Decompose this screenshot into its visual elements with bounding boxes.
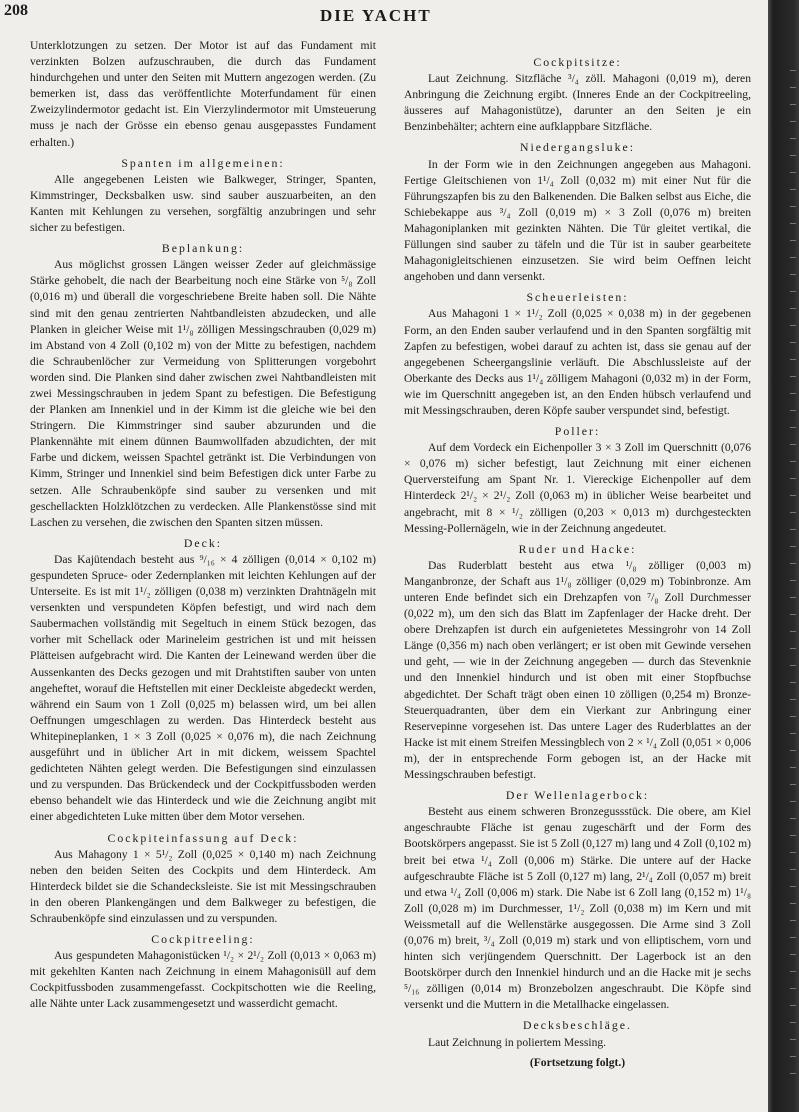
binding-text-remnant xyxy=(790,818,796,819)
section xyxy=(404,139,751,285)
section xyxy=(404,289,751,419)
paragraph: Das Ruderblatt besteht aus etwa ¹/₈ zölliger (0,003 m) Manganbronze, der Schaft aus 1¹/₈ zölliger (0,029 m) Tobinbronze. Am unteren Ende befindet sich ein Drehzapfen von ⁷/₈ Zoll Durchmesser (0,022 m), um den sich das Blatt im Zapfenlager der Hacke dreht. Der obere Drehzapfen ist durch ein aufgenietetes Messingrohr von 14 Zoll Länge (0,356 m) nach oben verlängert; er ist oben mit Gewinde versehen und geht, — wie in der Zeichnung angegeben — durch das Stevenknie und den Innenkiel hindurch und ist oben mit einer Stopfbuchse abgedichtet. Der Schaft trägt oben einen 10 zölligen (0,254 m) Bronze-Steuerquadranten, über dem ein Vierkant zur Anbringung einer Reservepinne vorgesehen ist. Das untere Lager des Ruderblattes an der Hacke ist mit einem Streifen Messingblech von 2 × ¹/₄ Zoll (0,051 × 0,006 m), der in entsprechende Form gebogen ist, an der Hacke mit Messingschrauben befestigt. xyxy=(404,558,751,782)
binding-text-remnant xyxy=(790,971,796,972)
binding-text-remnant xyxy=(790,1005,796,1006)
binding-text-remnant xyxy=(790,937,796,938)
binding-text-remnant xyxy=(790,155,796,156)
binding-text-remnant xyxy=(790,665,796,666)
binding-text-remnant xyxy=(790,733,796,734)
binding-text-remnant xyxy=(790,121,796,122)
section xyxy=(404,423,751,537)
binding-text-remnant xyxy=(790,869,796,870)
section-heading: Cockpiteinfassung auf Deck: xyxy=(107,830,299,845)
running-title: DIE YACHT xyxy=(320,6,432,25)
section-heading: Spanten im allgemeinen: xyxy=(121,155,285,170)
binding-text-remnant xyxy=(790,291,796,292)
binding-text-remnant xyxy=(790,104,796,105)
binding-text-remnant xyxy=(790,852,796,853)
section-heading: Der Wellenlagerbock: xyxy=(505,788,650,803)
binding-text-remnant xyxy=(790,376,796,377)
section-heading: Ruder und Hacke: xyxy=(518,541,637,556)
section xyxy=(30,830,376,928)
binding-text-remnant xyxy=(790,954,796,955)
section xyxy=(404,787,751,1013)
section-heading: Decksbeschläge. xyxy=(523,1018,632,1033)
binding-text-remnant xyxy=(790,70,796,71)
binding-text-remnant xyxy=(790,461,796,462)
binding-text-remnant xyxy=(790,1056,796,1057)
binding-text-remnant xyxy=(790,529,796,530)
binding-text-remnant xyxy=(790,614,796,615)
binding-text-remnant xyxy=(790,308,796,309)
binding-text-remnant xyxy=(790,240,796,241)
binding-text-remnant xyxy=(790,393,796,394)
binding-text-remnant xyxy=(790,172,796,173)
section-heading: Deck: xyxy=(183,535,223,550)
paragraph: Besteht aus einem schweren Bronzegussstück. Die obere, am Kiel angeschraubte Fläche ist genau zugeschärft und der Form des Bootskörpers angepasst. Sie ist 5 Zoll (0,127 m) lang und 4 Zoll (0,102 m) breit bei etwa ¹/₄ Zoll (0,006 m) Stärke. Die untere auf der Hacke aufgeschraubte Fläche ist 5 Zoll (0,127 m) lang, 2¹/₄ Zoll (0,057 m) breit und etwa ¹/₄ Zoll (0,006 m) stark. Die Nabe ist 6 Zoll lang (0,152 m) 1¹/₈ Zoll (0,028 m) im Durchmesser, 1¹/₂ Zoll (0,038 m) im Kern und mit Weissmetall auf die Wellenstärke ausgegossen. Die Arme sind 3 Zoll (0,076 m) breit, ³/₄ Zoll (0,019 m) stark und von elliptischem, vorn und hinten sich verjüngendem Querschnitt. Der Lagerbock ist an den Bootskörper durch den Innenkiel hindurch und an die Hacke mit je sechs ⁵/₁₆ zölligen (0,014 m) Bronzebolzen angeschraubt. Die Köpfe sind versenkt und die Muttern in die Metallhacke eingelassen. xyxy=(404,805,751,1012)
binding-text-remnant xyxy=(790,1039,796,1040)
section xyxy=(30,931,376,1012)
binding-text-remnant xyxy=(790,325,796,326)
section xyxy=(30,535,376,826)
section xyxy=(404,54,751,135)
binding-text-remnant xyxy=(790,580,796,581)
binding-text-remnant xyxy=(790,257,796,258)
binding-text-remnant xyxy=(790,495,796,496)
page-header xyxy=(0,0,768,30)
right-column xyxy=(404,50,751,1071)
binding-text-remnant xyxy=(790,274,796,275)
binding-text-remnant xyxy=(790,478,796,479)
binding-text-remnant xyxy=(790,988,796,989)
binding-text-remnant xyxy=(790,1022,796,1023)
binding-text-remnant xyxy=(790,189,796,190)
binding-text-remnant xyxy=(790,444,796,445)
binding-text-remnant xyxy=(790,801,796,802)
paragraph: Laut Zeichnung in poliertem Messing. xyxy=(428,1035,607,1049)
binding-text-remnant xyxy=(790,631,796,632)
paragraph: Auf dem Vordeck ein Eichenpoller 3 × 3 Zoll im Querschnitt (0,076 × 0,076 m) sicher befestigt, laut Zeichnung mit einer eichenen Querversteifung am Spant Nr. 1. Viereckige Eichenpoller auf dem Hinterdeck 2¹/₂ × 2¹/₂ Zoll (0,063 m) in üblicher Weise bearbeitet und angebracht, mit 8 × ¹/₂ zölligen (0,203 × 0,013 m) durchgesteckten Messing-Pollernägeln, wie in der Zeichnung angedeutet. xyxy=(404,441,751,535)
binding-text-remnant xyxy=(790,699,796,700)
continuation-note: (Fortsetzung folgt.) xyxy=(529,1055,626,1069)
binding-text-remnant xyxy=(790,359,796,360)
binding-text-remnant xyxy=(790,886,796,887)
section-heading: Cockpitreeling: xyxy=(151,932,255,947)
paragraph: Laut Zeichnung. Sitzfläche ³/₄ zöll. Mahagoni (0,019 m), deren Anbringung die Zeichnung ergibt. (Inneres Ende an der Cockpitreeling, äusseres auf Mahagonistütze), darunter an den Seiten je ein Benzinbehälter; achtern eine aufklappbare Sitzfläche. xyxy=(404,72,751,134)
section xyxy=(404,541,751,783)
paragraph: Aus möglichst grossen Längen weisser Zeder auf gleichmässige Stärke gehobelt, die nach der Bearbeitung noch eine Stärke von ⁵/₈ Zoll (0,016 m) und überall die vorgeschriebene Breite haben soll. Die Nähte sind mit den genau zentrierten Nahtbandleisten abzudecken, und alle Planken in gleicher Weise mit 1¹/₈ zölligen Messingschrauben (0,029 m) im Abstand von 4 Zoll (0,102 m) von der Mitte zu befestigen, nachdem die Schraubenlöcher zur Vermeidung von Splitterungen vorgebohrt worden sind. Die Planken sind daher zwischen zwei Nahtbandleisten mit zwei Messingschrauben in jedem Spant zu befestigen. Die Befestigung der Planken am Innenkiel und in der Kimm ist die gleiche wie bei den Stringern. Die Kimmstringer sind sauber abzurunden und die Plankennähte mit einem dünnen Baumwollfaden abzudichten, der mit Farbe und dickem, weissen Spachtel getränkt ist. Die Verbindungen von Kimm, Stringer und Innenkiel sind beim Befestigen dick unter Farbe zu setzen. Alle Schraubenköpfe sind sauber zu versenken und mit geschellackten Holzklötzchen zu verdecken. Alle Plankenstösse sind mit Laschen zu versehen, die zwischen den Spanten sitzen müssen. xyxy=(30,258,376,529)
binding-text-remnant xyxy=(790,903,796,904)
paragraph: Das Kajütendach besteht aus ⁹/₁₆ × 4 zölligen (0,014 × 0,102 m) gespundeten Spruce- oder Zedernplanken mit leichten Kehlungen auf der Unterseite. Es ist mit 1¹/₂ zölligen (0,038 m) verzinkten Drahtnägeln mit versenkten und verspundeten Köpfen befestigt, und wird nach dem Saubermachen vollständig mit Segeltuch in einem Stück bezogen, das vorher mit Schellack oder Marineleim gestrichen ist und mit heissen Plätteisen aufgebracht wird. Die Kanten der Leinewand werden über die Aussenkanten des Decks gezogen und mit Drahtstiften sauber von unten angeheftet, worauf die Heftstellen mit einer Deckleiste abgedeckt werden, während ein Saum von 1 Zoll (0,025 m) belassen wird, um bei allen Oeffnungen umgeschlagen zu werden. Das Hinterdeck besteht aus Whitepineplanken, 1 × 3 Zoll (0,025 × 0,076 m), die nach Zeichnung ausgeführt und in üblicher Art in mit dickem, weissem Spachtel gedichteten Nähten gelegt werden. Die Befestigungen sind einzulassen und zu verspunden. Das Brückendeck und der Cockpitfussboden werden ebenso behandelt wie das Hinterdeck und wie die Zeichnung angibt mit einer abgedichteten Luke mitten über dem Motor versehen. xyxy=(30,552,376,824)
binding-text-remnant xyxy=(790,223,796,224)
binding-text-remnant xyxy=(790,716,796,717)
paragraph: Unterklotzungen zu setzen. Der Motor ist auf das Fundament mit verzinkten Bolzen aufzuschrauben, die durch das Fundament hindurchgehen und unter den Seiten mit Muttern angezogen werden. (Zu bemerken ist, dass das veröffentlichte Moterfundament für einen Zweizylindermotor gedacht ist. Ein Vierzylindermotor mit Umsteuerung muss je nach der Grösse ein ebenso genau ausgepasstes Fundament erhalten.) xyxy=(30,39,376,149)
section-heading: Cockpitsitze: xyxy=(533,55,622,69)
section xyxy=(404,1017,751,1050)
binding-text-remnant xyxy=(790,342,796,343)
binding-text-remnant xyxy=(790,597,796,598)
section xyxy=(30,155,376,236)
binding-text-remnant xyxy=(790,563,796,564)
binding-text-remnant xyxy=(790,138,796,139)
section xyxy=(30,38,376,151)
binding-text-remnant xyxy=(790,682,796,683)
binding-text-remnant xyxy=(790,1073,796,1074)
binding-text-remnant xyxy=(790,920,796,921)
binding-text-remnant xyxy=(790,427,796,428)
binding-text-remnant xyxy=(790,87,796,88)
section-heading: Poller: xyxy=(554,424,601,439)
binding-text-remnant xyxy=(790,750,796,751)
binding-text-remnant xyxy=(790,835,796,836)
binding-text-remnant xyxy=(790,206,796,207)
binding-text-remnant xyxy=(790,767,796,768)
book-binding-edge xyxy=(768,0,799,1112)
section-heading: Beplankung: xyxy=(161,241,245,256)
binding-text-remnant xyxy=(790,648,796,649)
binding-text-remnant xyxy=(790,546,796,547)
binding-text-remnant xyxy=(790,410,796,411)
paragraph: Aus Mahagony 1 × 5¹/₂ Zoll (0,025 × 0,140 m) nach Zeichnung neben den beiden Seiten des Cockpits und dem Hinterdeck. Am Hinterdeck bildet sie die Schandecksleiste. Sie ist mit Messingschrauben in den oberen Plankengängen und dem Balkweger zu befestigen, die Schraubenköpfe sind einzulassen und zu verspunden. xyxy=(30,847,376,925)
paragraph: Aus Mahagoni 1 × 1¹/₂ Zoll (0,025 × 0,038 m) in der gegebenen Form, an den Enden sauber verlaufend und in den Spanten sorgfältig mit Zapfen zu befestigen, wobei darauf zu achten ist, dass sie genau auf der angegebenen Scheergangslinie verläuft. Die Abschlussleiste auf der Oberkante des Decks aus 1¹/₄ zölligem Mahagoni (0,032 m) in der Form, wie im Querschnitt angegeben ist, an den Enden hübsch verlaufend und mit Messingschrauben, deren Köpfe sauber verspundet sind, befestigt. xyxy=(404,307,751,417)
paragraph: Aus gespundeten Mahagonistücken ¹/₂ × 2¹/₂ Zoll (0,013 × 0,063 m) mit gekehlten Kanten nach Zeichnung in einem Mahagonisüll auf dem Cockpitfussboden zusammengefasst. Cockpitschotten wie die Reeling, alle Nähte unter Lack zusammengesetzt und wasserdicht gemacht. xyxy=(30,949,376,1011)
paragraph: Alle angegebenen Leisten wie Balkweger, Stringer, Spanten, Kimmstringer, Decksbalken usw. sind sauber auszuarbeiten, an den Kanten mit Kehlungen zu versehen, sorgfältig anzubringen und sehr sicher zu befestigen. xyxy=(30,172,376,235)
section xyxy=(30,240,376,531)
section-heading: Scheuerleisten: xyxy=(526,290,629,305)
binding-text-remnant xyxy=(790,784,796,785)
section-heading: Niedergangsluke: xyxy=(520,140,635,155)
binding-text-remnant xyxy=(790,512,796,513)
paragraph: In der Form wie in den Zeichnungen angegeben aus Mahagoni. Fertige Gleitschienen von 1¹/₄ Zoll (0,032 m) mit einer Nut für die Führungszapfen bis zu den Balkenenden. Die Balken selbst aus Eiche, die Schiebekappe aus ³/₄ Zoll (0,019 m) × 3 Zoll (0,076 m) breiten Mahagoniplanken mit gezinkten Nähten. Die Tür gleitet vertikal, die Füllungen sind sauber zu täfeln und die Tür ist in sauber gearbeitete Mahagonigleitschienen einzusetzen. Sie wird beim Oeffnen leicht angehoben und dann versenkt. xyxy=(404,157,751,284)
page-number: 208 xyxy=(4,2,28,19)
left-column xyxy=(30,38,376,1013)
